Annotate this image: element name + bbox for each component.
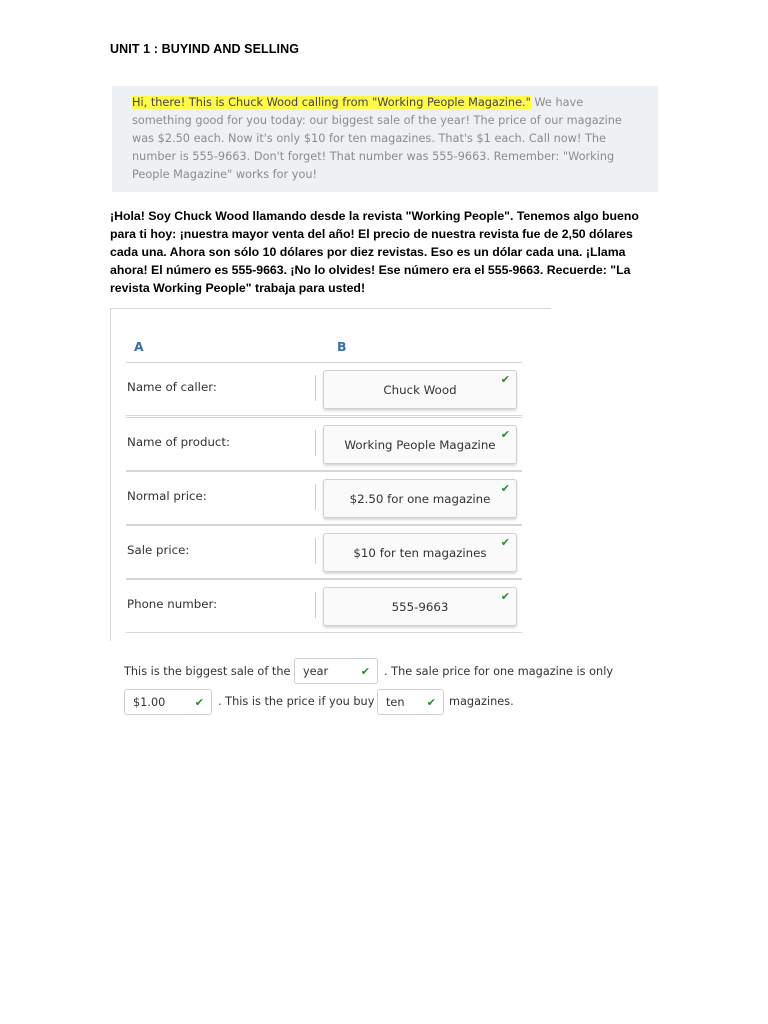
english-transcript xyxy=(112,86,658,192)
highlighted-sentence: Hi, there! This is Chuck Wood calling from "Working People Magazine." xyxy=(132,96,531,109)
answer-tile[interactable] xyxy=(323,370,517,409)
answer-tile[interactable] xyxy=(323,533,517,572)
year-dropdown[interactable] xyxy=(294,658,378,684)
check-icon: ✔ xyxy=(500,428,510,441)
match-row-phone xyxy=(126,579,522,633)
answer-tile[interactable] xyxy=(323,479,517,518)
quantity-dropdown[interactable] xyxy=(377,689,444,715)
page-title: UNIT 1 : BUYIND AND SELLING xyxy=(110,42,300,56)
sentence-part-3: . This is the price if you buy xyxy=(218,695,375,708)
row-label: Phone number: xyxy=(127,597,218,611)
row-label: Normal price: xyxy=(127,489,207,503)
dropdown-value: year xyxy=(303,664,329,678)
row-divider xyxy=(315,375,316,401)
answer-text: 555-9663 xyxy=(391,599,449,614)
dropdown-value: ten xyxy=(386,695,405,709)
answer-tile[interactable] xyxy=(323,425,517,464)
match-row-sale-price xyxy=(126,525,522,579)
check-icon: ✔ xyxy=(500,590,510,603)
check-icon: ✔ xyxy=(500,482,510,495)
answer-tile[interactable] xyxy=(323,587,517,626)
match-row-product xyxy=(126,417,522,471)
check-icon: ✔ xyxy=(194,696,204,709)
match-row-normal-price xyxy=(126,471,522,525)
check-icon: ✔ xyxy=(500,373,510,386)
row-divider xyxy=(315,592,316,618)
row-divider xyxy=(315,430,316,456)
price-dropdown[interactable] xyxy=(124,689,212,715)
row-divider xyxy=(315,538,316,564)
sentence-part-1: This is the biggest sale of the xyxy=(124,665,291,678)
answer-text: $2.50 for one magazine xyxy=(349,491,491,506)
check-icon: ✔ xyxy=(426,696,436,709)
matching-exercise xyxy=(110,308,551,641)
check-icon: ✔ xyxy=(360,665,370,678)
row-label: Name of caller: xyxy=(127,380,217,394)
dropdown-value: $1.00 xyxy=(133,695,166,709)
check-icon: ✔ xyxy=(500,536,510,549)
row-divider xyxy=(315,484,316,510)
row-label: Name of product: xyxy=(127,435,231,449)
sentence-part-2: . The sale price for one magazine is only xyxy=(384,665,614,678)
column-a-header: A xyxy=(134,339,144,354)
transcript-rest: We have something good for you today: our biggest sale of the year! The price of our magazine was $2.50 each. Now it's only $10 for ten magazines. That's $1 each. Call now! The number is 555-9663. Don't forget! That number was 555-9663. Remember: "Working People Magazine" works for you! xyxy=(132,96,622,181)
sentence-part-4: magazines. xyxy=(449,695,514,708)
answer-text: Chuck Wood xyxy=(383,382,457,397)
match-row-caller xyxy=(126,362,522,416)
row-label: Sale price: xyxy=(127,543,190,557)
answer-text: $10 for ten magazines xyxy=(353,545,487,560)
column-b-header: B xyxy=(337,339,347,354)
answer-text: Working People Magazine xyxy=(344,437,496,452)
spanish-translation: ¡Hola! Soy Chuck Wood llamando desde la revista "Working People". Tenemos algo bueno para ti hoy: ¡nuestra mayor venta del año! El precio de nuestra revista fue de 2,50 dólares cada una. Ahora son sólo 10 dólares por diez revistas. Eso es un dólar cada una. ¡Llama ahora! El número es 555-9663. ¡No lo olvides! Ese número era el 555-9663. Recuerde: "La revista Working People" trabaja para usted! xyxy=(110,209,639,295)
